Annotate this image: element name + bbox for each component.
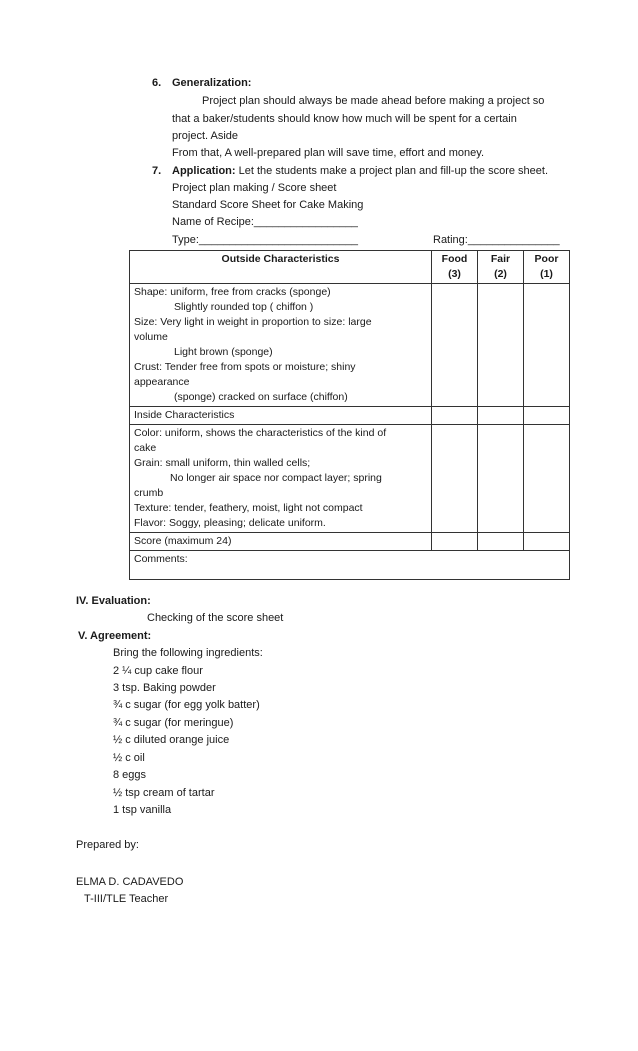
type-field: Type:__________________________ [172, 234, 358, 246]
inside-line: Grain: small uniform, thin walled cells; [134, 457, 311, 469]
header-fair: Fair (2) [478, 251, 524, 284]
inside-line: No longer air space nor compact layer; spring [170, 472, 382, 484]
table-row-inside [130, 425, 570, 533]
evaluation-text: Checking of the score sheet [147, 612, 284, 624]
evaluation-title: IV. Evaluation: [76, 595, 151, 607]
application-number: 7. [152, 165, 162, 177]
score-fair-cell[interactable] [478, 533, 524, 551]
food-rating-cell[interactable] [432, 425, 478, 533]
ingredient-item: ½ c oil [113, 752, 145, 764]
score-sheet-table [129, 250, 570, 580]
outside-line: Slightly rounded top ( chiffon ) [174, 301, 314, 313]
agreement-title: V. Agreement: [78, 630, 152, 642]
inside-line: Texture: tender, feathery, moist, light not compact [134, 502, 363, 514]
application-title: Application: [172, 165, 236, 177]
score-label: Score (maximum 24) [130, 533, 432, 551]
outside-line: Light brown (sponge) [174, 346, 273, 358]
outside-characteristics-cell [130, 284, 432, 407]
ingredient-item: ¾ c sugar (for egg yolk batter) [113, 699, 260, 711]
recipe-name-field: Name of Recipe:_________________ [172, 216, 358, 228]
ingredient-item: ¾ c sugar (for meringue) [113, 717, 234, 729]
table-row-outside [130, 284, 570, 407]
ingredient-item: ½ tsp cream of tartar [113, 787, 215, 799]
outside-line: volume [134, 331, 168, 343]
inside-line: Flavor: Soggy, pleasing; delicate uniform. [134, 517, 326, 529]
header-food: Food (3) [432, 251, 478, 284]
score-food-cell[interactable] [432, 533, 478, 551]
ingredient-item: 2 ¼ cup cake flour [113, 665, 203, 677]
outside-line: (sponge) cracked on surface (chiffon) [174, 391, 348, 403]
rating-field: Rating:_______________ [433, 234, 560, 246]
table-row-comments [130, 551, 570, 580]
outside-line: Size: Very light in weight in proportion to size: large [134, 316, 372, 328]
inside-line: cake [134, 442, 157, 454]
comments-label: Comments: [134, 553, 188, 565]
ingredient-item: 3 tsp. Baking powder [113, 682, 216, 694]
generalization-line: project. Aside [172, 130, 239, 142]
inside-line: Color: uniform, shows the characteristics of the kind of [134, 427, 387, 439]
header-poor: Poor (1) [524, 251, 570, 284]
application-line [172, 164, 548, 178]
teacher-role: T-III/TLE Teacher [84, 893, 169, 905]
inside-characteristics-heading: Inside Characteristics [130, 407, 432, 425]
generalization-number: 6. [152, 77, 162, 89]
header-outside-characteristics: Outside Characteristics [130, 251, 432, 284]
generalization-line: that a baker/students should know how much will be spent for a certain [172, 113, 517, 125]
teacher-name: ELMA D. CADAVEDO [76, 876, 184, 888]
generalization-line: Project plan should always be made ahead before making a project so [202, 95, 545, 107]
score-poor-cell[interactable] [524, 533, 570, 551]
application-text: Let the students make a project plan and fill-up the score sheet. [235, 165, 549, 177]
agreement-intro: Bring the following ingredients: [113, 647, 263, 659]
application-line: Project plan making / Score sheet [172, 182, 337, 194]
ingredient-item: 8 eggs [113, 769, 147, 781]
outside-line: appearance [134, 376, 190, 388]
comments-cell[interactable] [130, 551, 570, 580]
ingredient-item: ½ c diluted orange juice [113, 734, 230, 746]
ingredient-item: 1 tsp vanilla [113, 804, 172, 816]
inside-line: crumb [134, 487, 164, 499]
outside-line: Crust: Tender free from spots or moisture; shiny [134, 361, 356, 373]
inside-characteristics-cell [130, 425, 432, 533]
outside-line: Shape: uniform, free from cracks (sponge) [134, 286, 331, 298]
poor-rating-cell[interactable] [524, 425, 570, 533]
fair-rating-cell[interactable] [478, 425, 524, 533]
prepared-by-label: Prepared by: [76, 839, 139, 851]
generalization-title: Generalization: [172, 77, 252, 89]
table-header-row [130, 251, 570, 284]
poor-rating-cell[interactable] [524, 284, 570, 407]
table-row-inside-heading [130, 407, 570, 425]
application-line: Standard Score Sheet for Cake Making [172, 199, 364, 211]
food-rating-cell[interactable] [432, 284, 478, 407]
fair-rating-cell[interactable] [478, 284, 524, 407]
generalization-line: From that, A well-prepared plan will save time, effort and money. [172, 147, 485, 159]
table-row-score [130, 533, 570, 551]
